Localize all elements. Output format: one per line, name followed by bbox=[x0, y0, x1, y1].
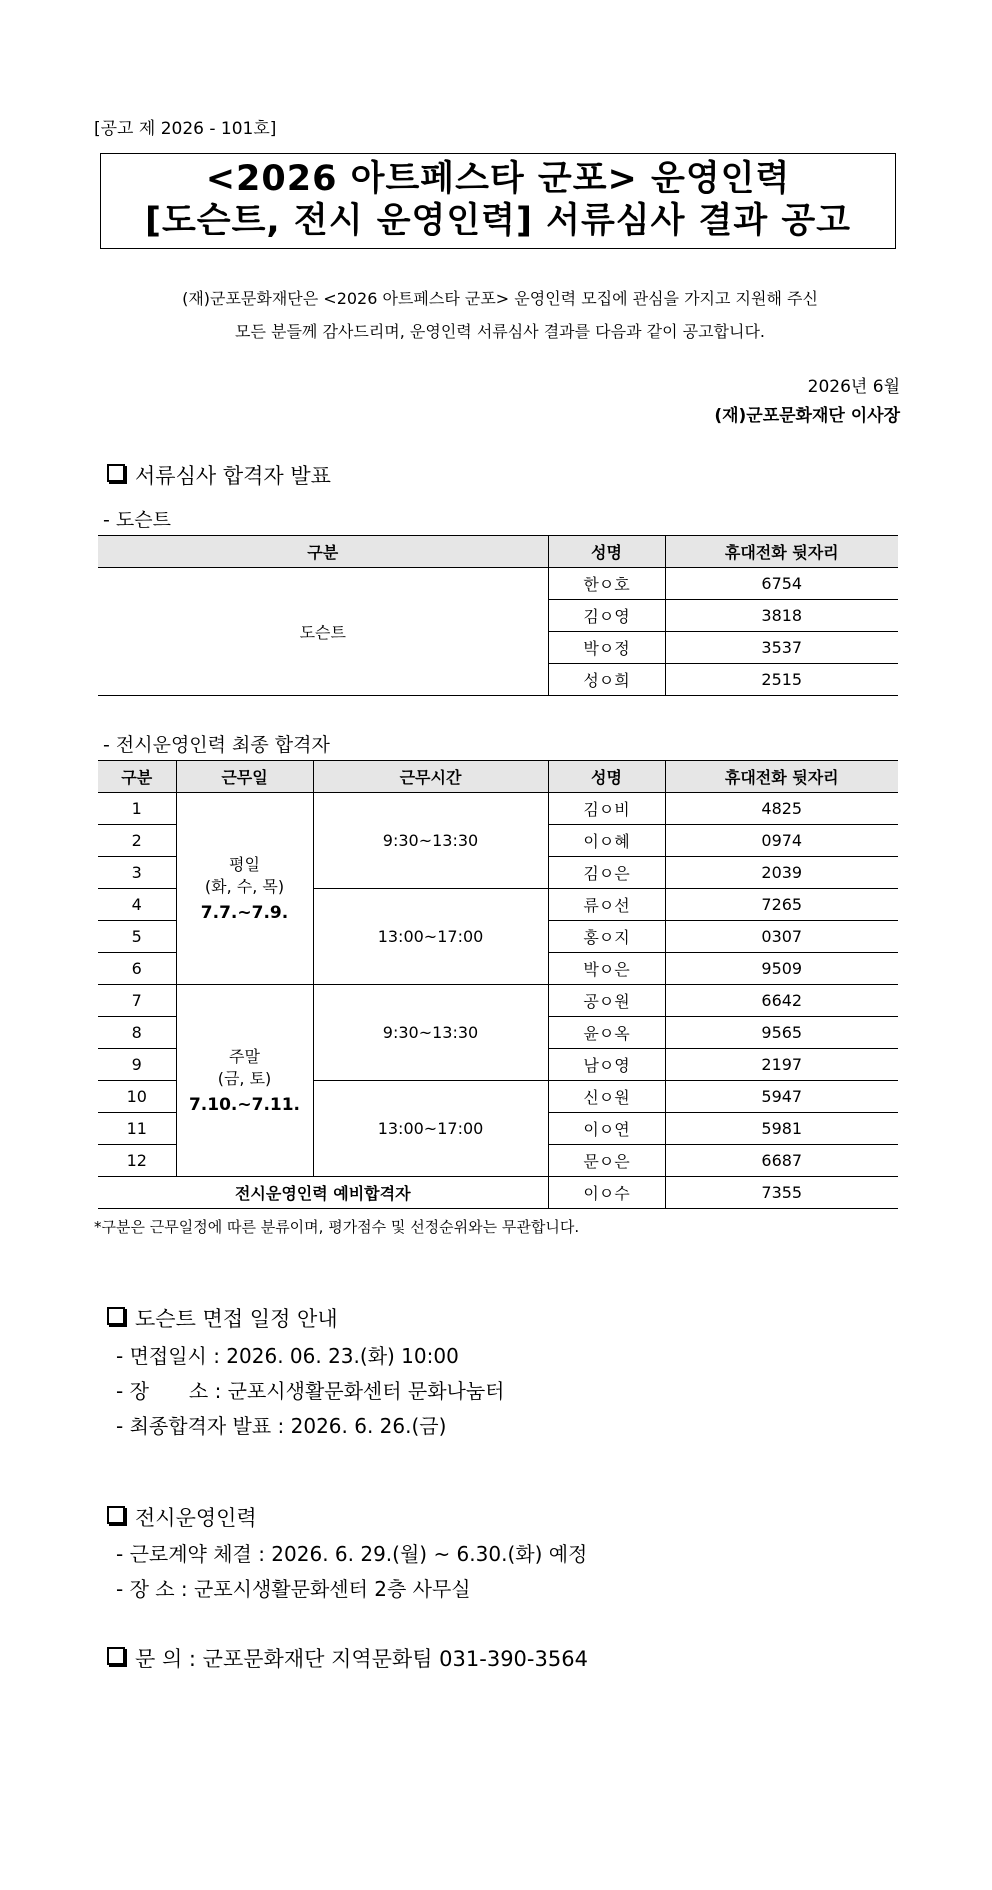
no-cell: 11 bbox=[98, 1113, 176, 1145]
weekend-period bbox=[176, 985, 313, 1177]
phone-cell: 0974 bbox=[665, 825, 898, 857]
phone-cell: 9509 bbox=[665, 953, 898, 985]
contact-text: 문 의 : 군포문화재단 지역문화팀 031-390-3564 bbox=[135, 1647, 588, 1671]
section2-heading bbox=[107, 1303, 338, 1333]
square-bullet-icon bbox=[107, 1647, 125, 1665]
issuer: (재)군포문화재단 이사장 bbox=[714, 406, 900, 426]
table-header-row bbox=[98, 536, 898, 568]
square-bullet-icon bbox=[107, 1307, 125, 1325]
table-header-row bbox=[98, 761, 898, 793]
docent-table bbox=[98, 535, 898, 696]
intro-line-2: 모든 분들께 감사드리며, 운영인력 서류심사 결과를 다음과 같이 공고합니다. bbox=[235, 322, 765, 341]
square-bullet-icon bbox=[107, 464, 125, 482]
phone-cell: 2515 bbox=[665, 664, 898, 696]
header-worktime: 근무시간 bbox=[313, 761, 548, 793]
title-line-2: [도슨트, 전시 운영인력] 서류심사 결과 공고 bbox=[145, 201, 851, 241]
name-cell: 김ㅇ영 bbox=[548, 600, 665, 632]
phone-cell: 5981 bbox=[665, 1113, 898, 1145]
name-cell: 한ㅇ호 bbox=[548, 568, 665, 600]
title-line-1: <2026 아트페스타 군포> 운영인력 bbox=[205, 159, 791, 199]
phone-cell: 2039 bbox=[665, 857, 898, 889]
section1-title: 서류심사 합격자 발표 bbox=[135, 464, 331, 488]
phone-cell: 3537 bbox=[665, 632, 898, 664]
phone-cell: 7265 bbox=[665, 889, 898, 921]
weekend-days: (금, 토) bbox=[217, 1068, 272, 1088]
name-cell: 류ㅇ선 bbox=[548, 889, 665, 921]
time-cell: 9:30~13:30 bbox=[313, 793, 548, 889]
name-cell: 이ㅇ수 bbox=[548, 1177, 665, 1209]
interview-date-line: - 면접일시 : 2026. 06. 23.(화) 10:00 bbox=[116, 1344, 459, 1368]
weekend-range: 7.10.~7.11. bbox=[188, 1094, 301, 1115]
name-cell: 남ㅇ영 bbox=[548, 1049, 665, 1081]
phone-cell: 3818 bbox=[665, 600, 898, 632]
notice-date: 2026년 6월 bbox=[807, 377, 900, 397]
name-cell: 윤ㅇ옥 bbox=[548, 1017, 665, 1049]
contract-line: - 근로계약 체결 : 2026. 6. 29.(월) ~ 6.30.(화) 예정 bbox=[116, 1542, 588, 1566]
header-name: 성명 bbox=[548, 536, 665, 568]
header-no: 구분 bbox=[98, 761, 176, 793]
no-cell: 6 bbox=[98, 953, 176, 985]
table-row bbox=[98, 985, 898, 1017]
name-cell: 이ㅇ연 bbox=[548, 1113, 665, 1145]
header-category: 구분 bbox=[98, 536, 548, 568]
name-cell: 김ㅇ은 bbox=[548, 857, 665, 889]
phone-cell: 4825 bbox=[665, 793, 898, 825]
section2-title: 도슨트 면접 일정 안내 bbox=[135, 1307, 338, 1331]
no-cell: 7 bbox=[98, 985, 176, 1017]
name-cell: 신ㅇ원 bbox=[548, 1081, 665, 1113]
phone-cell: 0307 bbox=[665, 921, 898, 953]
name-cell: 박ㅇ정 bbox=[548, 632, 665, 664]
section3-title: 전시운영인력 bbox=[135, 1506, 257, 1530]
reserve-label: 전시운영인력 예비합격자 bbox=[98, 1177, 548, 1209]
table-row bbox=[98, 568, 898, 600]
name-cell: 김ㅇ비 bbox=[548, 793, 665, 825]
header-phone: 휴대전화 뒷자리 bbox=[665, 536, 898, 568]
notice-number: [공고 제 2026 - 101호] bbox=[94, 119, 277, 139]
section1-heading bbox=[107, 460, 331, 490]
no-cell: 8 bbox=[98, 1017, 176, 1049]
weekend-label: 주말 bbox=[229, 1046, 260, 1066]
exhibit-table bbox=[98, 760, 898, 1209]
exhibit-heading: - 전시운영인력 최종 합격자 bbox=[103, 734, 330, 756]
contract-place-line: - 장 소 : 군포시생활문화센터 2층 사무실 bbox=[116, 1577, 471, 1601]
no-cell: 4 bbox=[98, 889, 176, 921]
no-cell: 1 bbox=[98, 793, 176, 825]
time-cell: 13:00~17:00 bbox=[313, 1081, 548, 1177]
no-cell: 12 bbox=[98, 1145, 176, 1177]
no-cell: 9 bbox=[98, 1049, 176, 1081]
name-cell: 박ㅇ은 bbox=[548, 953, 665, 985]
phone-cell: 2197 bbox=[665, 1049, 898, 1081]
name-cell: 성ㅇ희 bbox=[548, 664, 665, 696]
phone-cell: 5947 bbox=[665, 1081, 898, 1113]
name-cell: 문ㅇ은 bbox=[548, 1145, 665, 1177]
contact-heading bbox=[107, 1643, 588, 1673]
header-phone: 휴대전화 뒷자리 bbox=[665, 761, 898, 793]
time-cell: 9:30~13:30 bbox=[313, 985, 548, 1081]
time-cell: 13:00~17:00 bbox=[313, 889, 548, 985]
docent-heading: - 도슨트 bbox=[103, 509, 171, 531]
intro-line-1: (재)군포문화재단은 <2026 아트페스타 군포> 운영인력 모집에 관심을 가지고 지원해 주신 bbox=[182, 289, 818, 308]
name-cell: 홍ㅇ지 bbox=[548, 921, 665, 953]
weekday-range: 7.7.~7.9. bbox=[200, 902, 289, 923]
phone-cell: 9565 bbox=[665, 1017, 898, 1049]
name-cell: 이ㅇ혜 bbox=[548, 825, 665, 857]
phone-cell: 6642 bbox=[665, 985, 898, 1017]
weekday-label: 평일 bbox=[229, 854, 260, 874]
phone-cell: 6754 bbox=[665, 568, 898, 600]
no-cell: 10 bbox=[98, 1081, 176, 1113]
reserve-row bbox=[98, 1177, 898, 1209]
no-cell: 3 bbox=[98, 857, 176, 889]
phone-cell: 7355 bbox=[665, 1177, 898, 1209]
no-cell: 5 bbox=[98, 921, 176, 953]
name-cell: 공ㅇ원 bbox=[548, 985, 665, 1017]
interview-place-line: - 장 소 : 군포시생활문화센터 문화나눔터 bbox=[116, 1379, 505, 1403]
section3-heading bbox=[107, 1502, 257, 1532]
phone-cell: 6687 bbox=[665, 1145, 898, 1177]
weekday-period bbox=[176, 793, 313, 985]
square-bullet-icon bbox=[107, 1506, 125, 1524]
table-row bbox=[98, 793, 898, 825]
intro-text bbox=[100, 282, 900, 348]
footnote: *구분은 근무일정에 따른 분류이며, 평가점수 및 선정순위와는 무관합니다. bbox=[94, 1218, 580, 1236]
no-cell: 2 bbox=[98, 825, 176, 857]
docent-category: 도슨트 bbox=[98, 568, 548, 696]
title-box bbox=[100, 153, 896, 249]
header-name: 성명 bbox=[548, 761, 665, 793]
final-announce-line: - 최종합격자 발표 : 2026. 6. 26.(금) bbox=[116, 1414, 447, 1438]
header-workday: 근무일 bbox=[176, 761, 313, 793]
weekday-days: (화, 수, 목) bbox=[204, 876, 285, 896]
